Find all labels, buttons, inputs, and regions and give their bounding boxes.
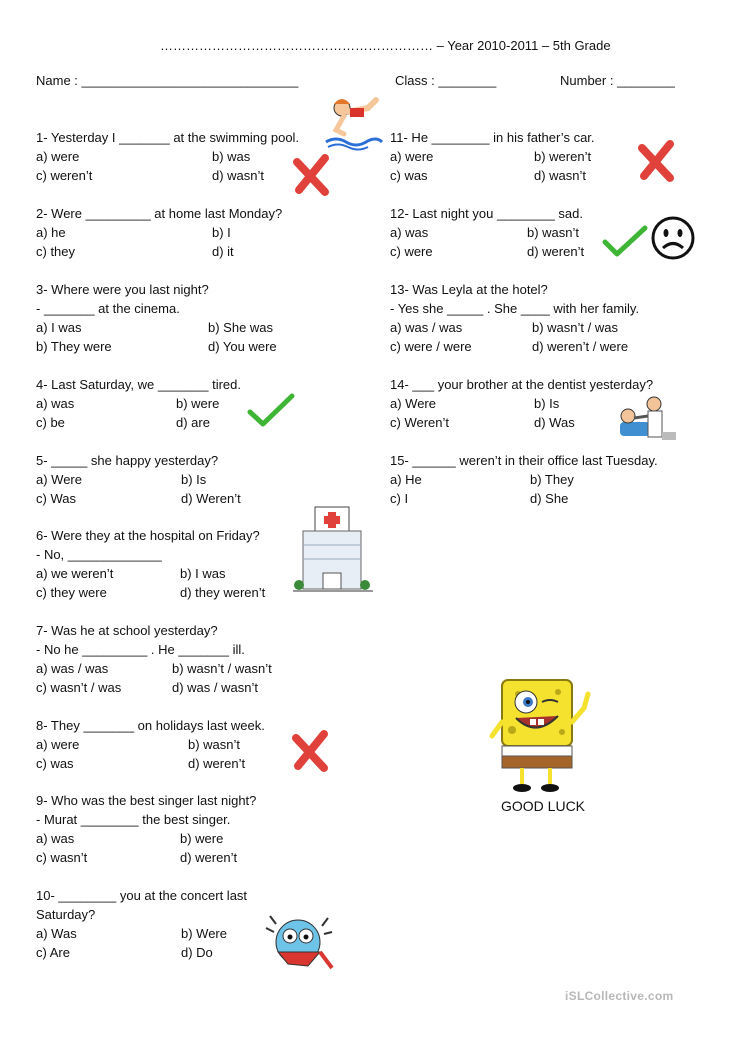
answer-option: c) wasn’t / was xyxy=(36,680,122,695)
answer-option: a) were xyxy=(390,149,434,164)
question-text: Saturday? xyxy=(36,907,96,922)
answer-option: b) was xyxy=(212,149,251,164)
answer-option: d) Weren’t xyxy=(181,491,241,506)
name-field-label: Name : ______________________________ xyxy=(36,73,299,88)
question-text: 11- He ________ in his father’s car. xyxy=(390,130,595,145)
sad-face-icon xyxy=(650,215,696,261)
answer-option: b) were xyxy=(180,831,224,846)
answer-option: a) I was xyxy=(36,320,82,335)
answer-option: d) wasn’t xyxy=(534,168,587,183)
question-text: 13- Was Leyla at the hotel? xyxy=(390,282,548,297)
question-text: 5- _____ she happy yesterday? xyxy=(36,453,219,468)
answer-option: d) was / wasn’t xyxy=(172,680,258,695)
cross-mark-icon xyxy=(291,152,335,196)
answer-option: a) Was xyxy=(36,926,77,941)
question-text: - _______ at the cinema. xyxy=(36,301,180,316)
worksheet-title: ……………………………………………………… – Year 2010-2011 – 5th Grade xyxy=(160,38,611,53)
answer-option: a) Were xyxy=(36,472,82,487)
answer-option: c) they xyxy=(36,244,76,259)
singer-illustration xyxy=(262,908,336,976)
question-text: - No he _________ . He _______ ill. xyxy=(36,642,245,657)
answer-option: c) was xyxy=(390,168,428,183)
answer-option: b) were xyxy=(176,396,220,411)
sponge-character-illustration xyxy=(488,672,600,794)
cross-mark-icon xyxy=(636,138,680,182)
answer-option: b) wasn’t / wasn’t xyxy=(172,661,272,676)
question-text: 1- Yesterday I _______ at the swimming pool. xyxy=(36,130,300,145)
answer-option: d) are xyxy=(176,415,210,430)
check-mark-icon xyxy=(246,392,296,430)
hospital-illustration xyxy=(293,505,373,595)
answer-option: d) Do xyxy=(181,945,213,960)
answer-option: c) they were xyxy=(36,585,107,600)
question-text: 9- Who was the best singer last night? xyxy=(36,793,257,808)
question-text: 14- ___ your brother at the dentist yesterday? xyxy=(390,377,654,392)
answer-option: b) Were xyxy=(181,926,227,941)
answer-option: c) Weren’t xyxy=(390,415,449,430)
answer-option: b) wasn’t xyxy=(188,737,241,752)
answer-option: a) was xyxy=(36,396,75,411)
cross-mark-icon xyxy=(290,728,334,772)
answer-option: b) She was xyxy=(208,320,274,335)
good-luck-text: GOOD LUCK xyxy=(501,798,586,814)
check-mark-icon xyxy=(601,224,649,260)
answer-option: c) Are xyxy=(36,945,70,960)
answer-option: c) weren’t xyxy=(36,168,93,183)
answer-option: d) it xyxy=(212,244,234,259)
question-text: 12- Last night you ________ sad. xyxy=(390,206,583,221)
answer-option: d) weren’t xyxy=(527,244,585,259)
answer-option: b) I was xyxy=(180,566,226,581)
answer-option: a) He xyxy=(390,472,422,487)
answer-option: a) were xyxy=(36,737,80,752)
question-text: - Yes she _____ . She ____ with her family. xyxy=(390,301,640,316)
class-field-label: Class : ________ xyxy=(395,73,497,88)
question-text: 7- Was he at school yesterday? xyxy=(36,623,218,638)
question-text: 3- Where were you last night? xyxy=(36,282,209,297)
dentist-illustration xyxy=(612,392,678,444)
answer-option: d) weren’t xyxy=(180,850,238,865)
answer-option: a) was / was xyxy=(390,320,463,335)
answer-option: a) were xyxy=(36,149,80,164)
answer-option: b) They xyxy=(530,472,574,487)
answer-option: c) I xyxy=(390,491,409,506)
question-text: 10- ________ you at the concert last xyxy=(36,888,248,903)
answer-option: c) be xyxy=(36,415,65,430)
question-text: 4- Last Saturday, we _______ tired. xyxy=(36,377,241,392)
answer-option: a) was / was xyxy=(36,661,109,676)
question-text: - Murat ________ the best singer. xyxy=(36,812,231,827)
question-text: 2- Were _________ at home last Monday? xyxy=(36,206,283,221)
question-text: - No, _____________ xyxy=(36,547,162,562)
answer-option: a) was xyxy=(390,225,429,240)
answer-option: b) I xyxy=(212,225,231,240)
answer-option: d) they weren’t xyxy=(180,585,266,600)
answer-option: a) Were xyxy=(390,396,436,411)
answer-option: d) wasn’t xyxy=(212,168,265,183)
question-text: 8- They _______ on holidays last week. xyxy=(36,718,265,733)
question-text: 15- ______ weren’t in their office last Tuesday. xyxy=(390,453,658,468)
answer-option: b) They were xyxy=(36,339,112,354)
question-text: 6- Were they at the hospital on Friday? xyxy=(36,528,260,543)
answer-option: c) were / were xyxy=(390,339,472,354)
answer-option: c) Was xyxy=(36,491,76,506)
answer-option: d) She xyxy=(530,491,569,506)
answer-option: a) we weren’t xyxy=(36,566,114,581)
answer-option: b) wasn’t / was xyxy=(532,320,618,335)
answer-option: b) Is xyxy=(534,396,560,411)
answer-option: a) he xyxy=(36,225,66,240)
answer-option: b) weren’t xyxy=(534,149,592,164)
answer-option: d) You were xyxy=(208,339,277,354)
answer-option: c) was xyxy=(36,756,74,771)
answer-option: c) were xyxy=(390,244,433,259)
answer-option: c) wasn’t xyxy=(36,850,88,865)
footer-logo: iSLCollective.com xyxy=(565,989,674,1003)
number-field-label: Number : ________ xyxy=(560,73,675,88)
answer-option: d) Was xyxy=(534,415,575,430)
swimmer-illustration xyxy=(322,90,384,152)
answer-option: b) Is xyxy=(181,472,207,487)
answer-option: b) wasn’t xyxy=(527,225,580,240)
answer-option: a) was xyxy=(36,831,75,846)
answer-option: d) weren’t xyxy=(188,756,246,771)
answer-option: d) weren’t / were xyxy=(532,339,629,354)
